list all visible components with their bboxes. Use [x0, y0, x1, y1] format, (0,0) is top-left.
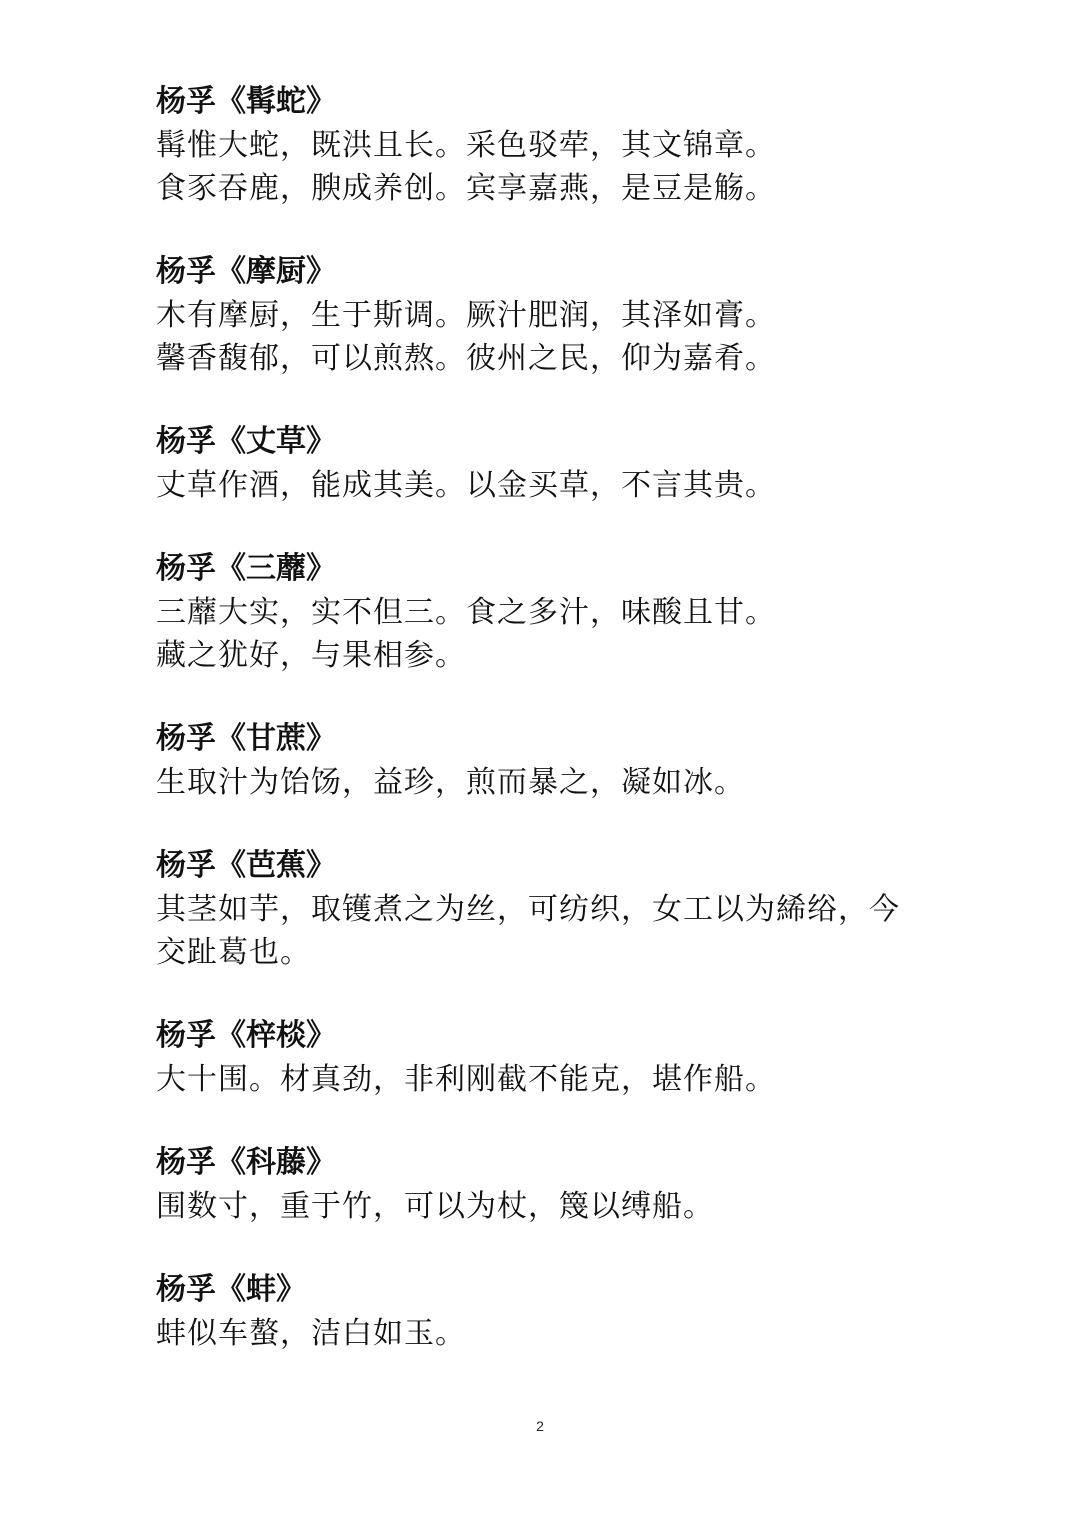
entry-title: 杨孚《蚌》 [156, 1272, 306, 1307]
entry-title: 杨孚《摩厨》 [156, 254, 336, 289]
entry-title: 杨孚《梓棪》 [156, 1018, 336, 1053]
entry-line: 馨香馥郁，可以煎熬。彼州之民，仰为嘉肴。 [156, 341, 776, 376]
document-body [156, 80, 946, 1395]
entry-line: 三蘼大实，实不但三。食之多汁，味酸且甘。 [156, 595, 776, 630]
entry-line: 藏之犹好，与果相参。 [156, 638, 466, 673]
entry-title: 杨孚《科藤》 [156, 1145, 336, 1180]
entry-line: 生取汁为饴饧，益珍，煎而暴之，凝如冰。 [156, 765, 745, 800]
entry-line: 食豕吞鹿，腴成养创。宾享嘉燕，是豆是觞。 [156, 171, 776, 206]
entry-ranshe [156, 80, 946, 210]
entry-mochu [156, 250, 946, 380]
entry-line: 其茎如芋，取镬煮之为丝，可纺织，女工以为絺绤，今 [156, 892, 900, 927]
entry-title: 杨孚《芭蕉》 [156, 848, 336, 883]
page-number: 2 [536, 1418, 544, 1434]
entry-zishan [156, 1014, 946, 1101]
entry-zhangcao [156, 420, 946, 507]
entry-line: 髯惟大蛇，既洪且长。采色驳荦，其文锦章。 [156, 128, 776, 163]
entry-title: 杨孚《甘蔗》 [156, 721, 336, 756]
entry-line: 木有摩厨，生于斯调。厥汁肥润，其泽如膏。 [156, 298, 776, 333]
entry-sanmi [156, 547, 946, 677]
entry-line: 蚌似车螯，洁白如玉。 [156, 1316, 466, 1351]
entry-keteng [156, 1141, 946, 1228]
entry-line: 交趾葛也。 [156, 935, 311, 970]
entry-line: 丈草作酒，能成其美。以金买草，不言其贵。 [156, 468, 776, 503]
entry-bang [156, 1268, 946, 1355]
entry-title: 杨孚《髯蛇》 [156, 84, 336, 119]
entry-line: 围数寸，重于竹，可以为杖，篾以缚船。 [156, 1189, 714, 1224]
entry-bajiao [156, 844, 946, 974]
entry-ganzhe [156, 717, 946, 804]
entry-line: 大十围。材真劲，非利刚截不能克，堪作船。 [156, 1062, 776, 1097]
entry-title: 杨孚《丈草》 [156, 424, 336, 459]
entry-title: 杨孚《三蘼》 [156, 551, 336, 586]
